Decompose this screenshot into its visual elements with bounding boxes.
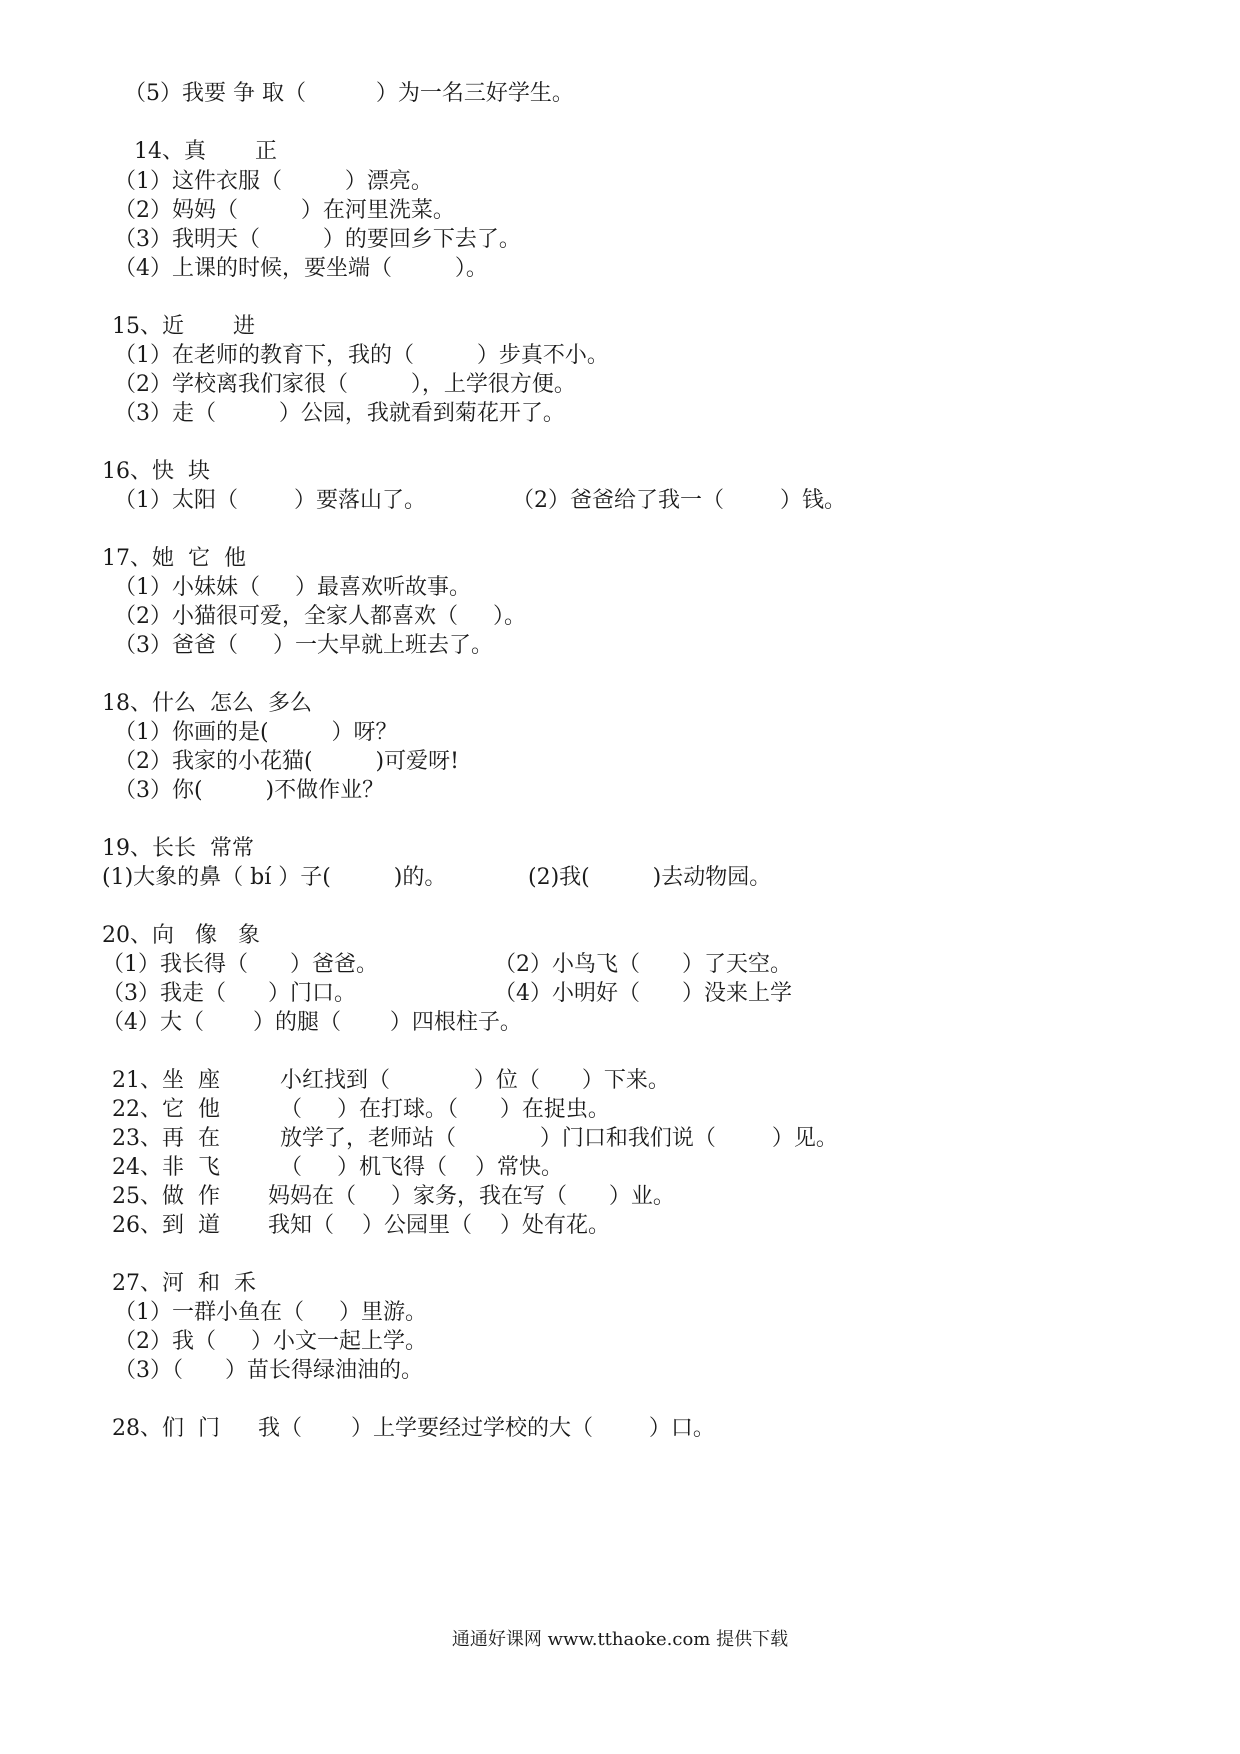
question-14-item-1: （1）这件衣服（ ）漂亮。 [114,169,433,194]
question-20-item-3: （3）我走（ ）门口。 [102,981,356,1006]
question-17-item-2: （2）小猫很可爱，全家人都喜欢（ ）。 [114,604,526,629]
question-27-item-2: （2）我（ ）小文一起上学。 [114,1329,427,1354]
question-13-item-5: （5）我要 争 取（ ）为一名三好学生。 [124,81,574,106]
question-15-header: 15、近 进 [112,314,255,339]
question-14-header: 14、真 正 [134,139,277,164]
question-15-item-2: （2）学校离我们家很（ ），上学很方便。 [114,372,576,397]
question-20-item-1: （1）我长得（ ）爸爸。 [102,952,378,977]
question-21-label: 21、坐 座 [112,1068,220,1093]
question-27-item-1: （1）一群小鱼在（ ）里游。 [114,1300,427,1325]
question-16-item-1: （1）太阳（ ）要落山了。 [114,488,426,513]
question-17-header: 17、她 它 他 [102,546,246,571]
question-19-item-1: (1)大象的鼻（ bí ）子( )的。 [102,865,447,890]
question-23-label: 23、再 在 [112,1126,220,1151]
question-28-label: 28、们 门 [112,1416,220,1441]
question-18-item-1: （1）你画的是( ）呀？ [114,720,398,745]
question-21-text: 小红找到（ ）位（ ）下来。 [280,1068,670,1093]
question-18-item-2: （2）我家的小花猫( )可爱呀! [114,749,459,774]
question-25-text: 妈妈在（ ）家务，我在写（ ）业。 [268,1184,675,1209]
question-27-item-3: （3）（ ）苗长得绿油油的。 [114,1358,423,1383]
question-15-item-3: （3）走（ ）公园，我就看到菊花开了。 [114,401,565,426]
question-24-text: （ ）机飞得（ ）常快。 [280,1155,563,1180]
question-20-header: 20、向 像 象 [102,923,260,948]
question-15-item-1: （1）在老师的教育下，我的（ ）步真不小。 [114,343,609,368]
question-20-item-4: （4）小明好（ ）没来上学 [494,981,792,1006]
question-16-header: 16、快 块 [102,459,210,484]
question-24-label: 24、非 飞 [112,1155,220,1180]
question-19-item-2: (2)我( )去动物园。 [528,865,772,890]
question-14-item-3: （3）我明天（ ）的要回乡下去了。 [114,227,521,252]
question-18-item-3: （3）你( )不做作业？ [114,778,385,803]
question-26-label: 26、到 道 [112,1213,220,1238]
question-18-header: 18、什么 怎么 多么 [102,691,312,716]
question-22-text: （ ）在打球。（ ）在捉虫。 [280,1097,610,1122]
question-17-item-1: （1）小妹妹（ ）最喜欢听故事。 [114,575,471,600]
footer-credit: 通通好课网 www.tthaoke.com 提供下载 [451,1629,789,1650]
question-14-item-2: （2）妈妈（ ）在河里洗菜。 [114,198,455,223]
question-20-item-5: （4）大（ ）的腿（ ）四根柱子。 [102,1010,522,1035]
question-17-item-3: （3）爸爸（ ）一大早就上班去了。 [114,633,493,658]
question-25-label: 25、做 作 [112,1184,220,1209]
question-14-item-4: （4）上课的时候，要坐端（ ）。 [114,256,488,281]
question-19-header: 19、长长 常常 [102,836,254,861]
question-16-item-2: （2）爸爸给了我一（ ）钱。 [512,488,846,513]
question-23-text: 放学了，老师站（ ）门口和我们说（ ）见。 [280,1126,838,1151]
question-28-text: 我（ ）上学要经过学校的大（ ）口。 [258,1416,715,1441]
question-20-item-2: （2）小鸟飞（ ）了天空。 [494,952,792,977]
question-26-text: 我知（ ）公园里（ ）处有花。 [268,1213,610,1238]
question-22-label: 22、它 他 [112,1097,220,1122]
question-27-header: 27、河 和 禾 [112,1271,256,1296]
